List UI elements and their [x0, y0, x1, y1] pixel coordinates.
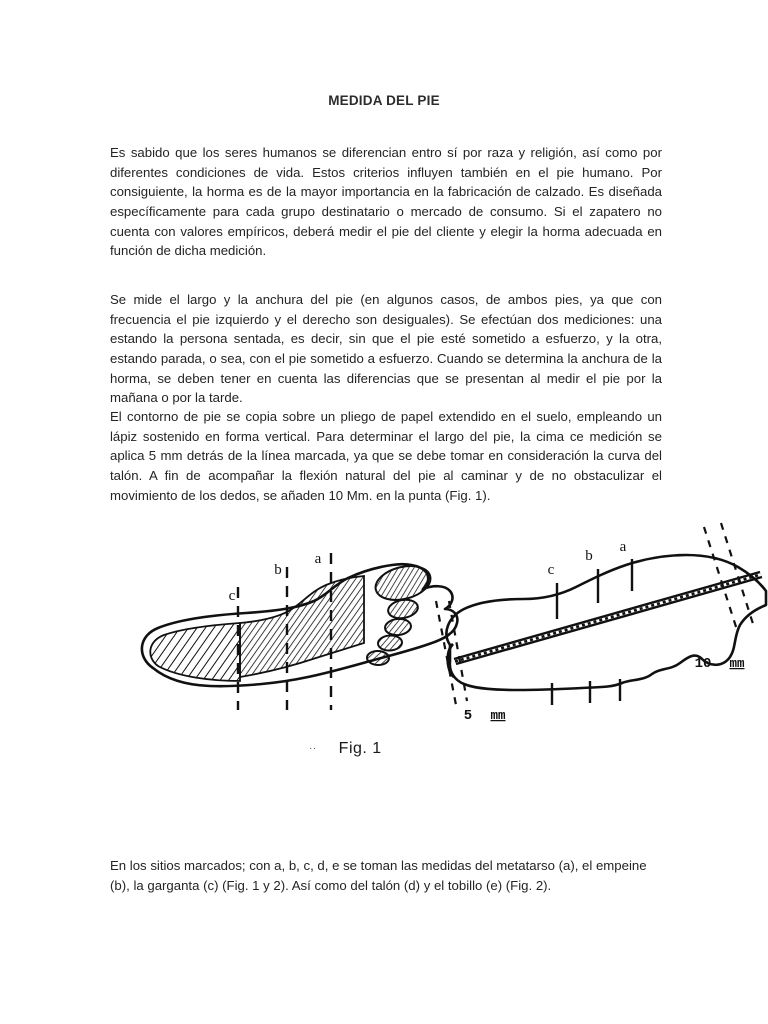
toe-allowance-unit: mm — [729, 657, 745, 671]
paragraph-measuring-method: Se mide el largo y la anchura del pie (en algunos casos, de ambos pies, ya que con frecuencia el pie izquierdo y el derecho son desiguales). Se efectúan dos mediciones: una estando la persona sentada, es decir, sin que el pie esté sometido a esfuerzo, y la otra, estando parada, o sea, con el pie sometido a esfuerzo. Cuando se determina la anchura de la horma, se deben tener en cuenta las diferencias que se presentan al medir el pie por la mañana o por la tarde. — [110, 292, 662, 406]
footprint-toe-3 — [384, 618, 412, 637]
footprint-toe-4 — [378, 635, 403, 652]
profile-measure-stick-upper — [454, 572, 760, 659]
footprint-label-a: a — [314, 551, 322, 567]
profile-measure-stick-lower — [456, 577, 762, 664]
foot-side-profile-view — [436, 523, 766, 724]
profile-label-a: a — [619, 539, 627, 555]
footprint-label-c: c — [228, 588, 236, 604]
caption-text: Fig. 1 — [338, 740, 382, 757]
footprint-toe-5 — [367, 651, 389, 666]
caption-speck: ·· — [309, 743, 317, 754]
profile-measure-stick-ticks — [455, 575, 761, 662]
heel-allowance-value: 5 — [463, 708, 473, 724]
footprint-heel-hatch — [150, 623, 240, 681]
profile-label-b: b — [585, 548, 593, 564]
profile-label-c: c — [547, 562, 555, 578]
paragraph-intro: Es sabido que los seres humanos se diferencian entro sí por raza y religión, así como por diferentes condiciones de vida. Estos criterios influyen también en el pie humano. Por consiguiente, la horma es de la mayor importancia en la fabricación de calzado. Es diseñada específicamente para cada grupo destinatario o mercado de consumo. Si el zapatero no cuenta con valores empíricos, deberá medir el pie del cliente y elegir la horma adecuada en función de dicha medición. — [110, 145, 662, 259]
figure-caption — [309, 740, 382, 758]
heel-allowance-unit: mm — [490, 709, 506, 723]
figure-1-drawing — [120, 505, 768, 790]
paragraph-outline-tracing: El contorno de pie se copia sobre un pliego de papel extendido en el suelo, empleando un lápiz sostenido en forma vertical. Para determinar el largo del pie, la cima ce medición se aplica 5 mm detrás de la línea marcada, ya que se debe tomar en consideración la curva del talón. A fin de acompañar la flexión natural del pie al caminar y de no obstaculizar el movimiento de los dedos, se añaden 10 Mm. en la punta (Fig. 1). — [110, 409, 662, 503]
page-title: MEDIDA DEL PIE — [328, 93, 440, 109]
paragraph-measurement-points: En los sitios marcados; con a, b, c, d, e se toman las medidas del metatarso (a), el empeine (b), la garganta (c) (Fig. 1 y 2). Así como del talón (d) y el tobillo (e) (Fig. 2). — [110, 858, 647, 893]
toe-allowance-value: 10 — [694, 656, 712, 672]
figure-1 — [120, 505, 768, 790]
footprint-label-b: b — [274, 562, 282, 578]
footprint-ball-hatch — [240, 576, 364, 677]
footprint-toe-2 — [387, 598, 420, 621]
footprint-top-view — [142, 551, 457, 710]
